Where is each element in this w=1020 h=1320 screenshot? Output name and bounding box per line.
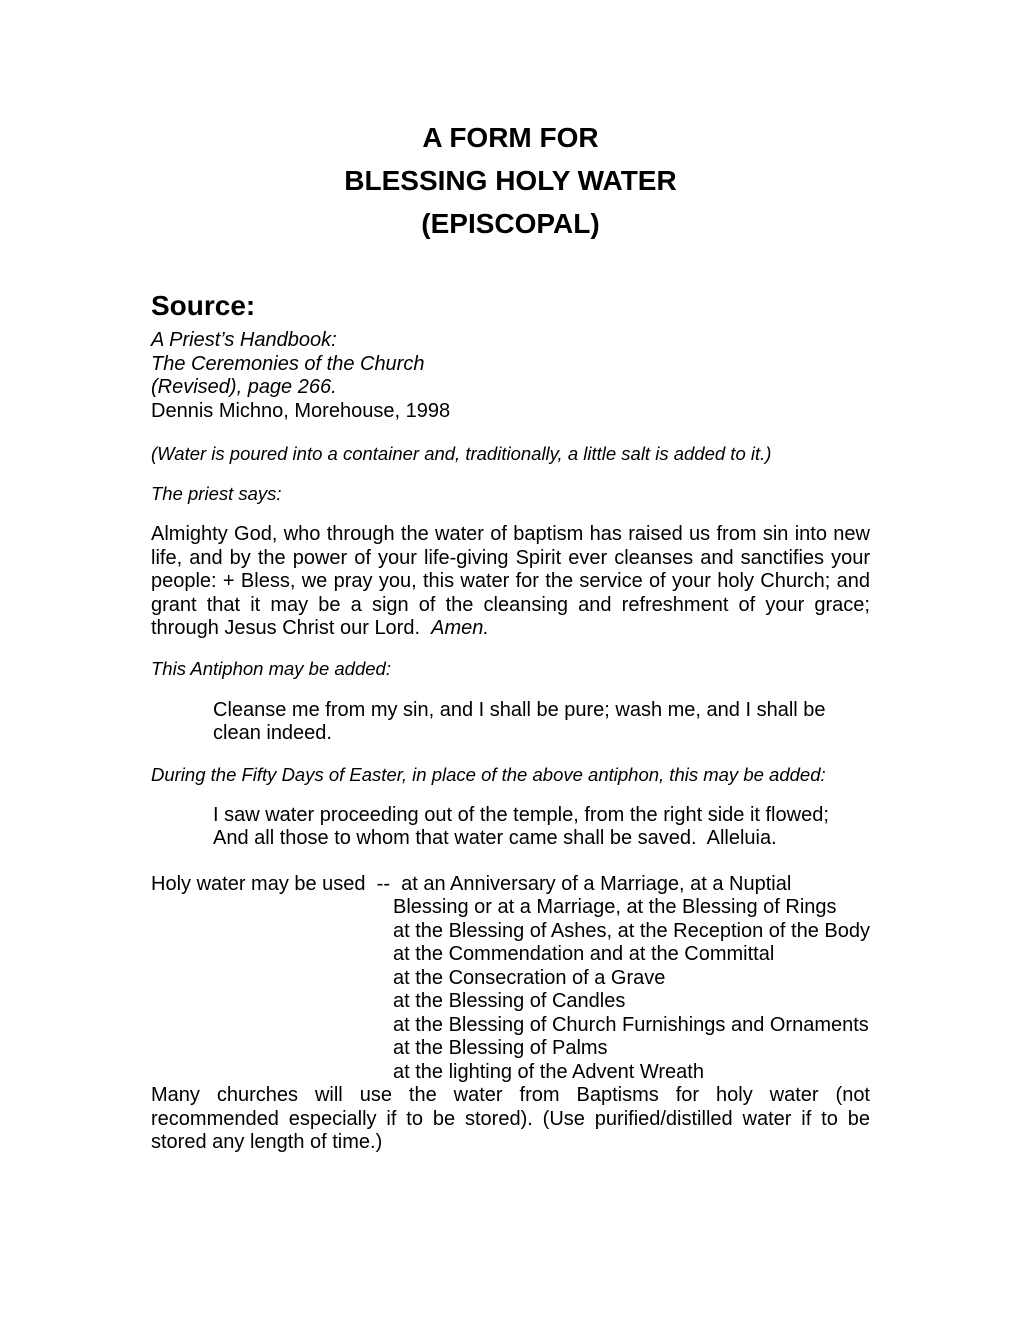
easter-antiphon-text: [213, 804, 870, 851]
blessing-prayer: [151, 523, 870, 641]
source-heading: Source:: [151, 290, 256, 321]
source-work-line-3: (Revised), page 266.: [151, 376, 337, 398]
source-work-line-1: A Priest’s Handbook:: [151, 329, 337, 351]
easter-antiphon-line-2: And all those to whom that water came shall be saved. Alleluia.: [213, 827, 777, 849]
rubric-priest-says: The priest says:: [151, 483, 282, 504]
blessing-prayer-amen: Amen.: [431, 617, 489, 639]
usage-line: at the Blessing of Ashes, at the Reception of the Body: [393, 919, 870, 942]
rubric-antiphon-note: This Antiphon may be added:: [151, 657, 391, 679]
title-line-2: BLESSING HOLY WATER: [344, 165, 677, 196]
document-title: [151, 116, 870, 245]
source-block: [151, 329, 870, 423]
title-line-3: (EPISCOPAL): [421, 208, 600, 239]
usage-line: at the Consecration of a Grave: [393, 966, 666, 989]
usage-line: at the Blessing of Candles: [393, 990, 626, 1012]
closing-paragraph: Many churches will use the water from Baptisms for holy water (not recommended especially if to be stored). (Use purified/distilled water if to be stored any length of time.): [151, 1084, 870, 1153]
antiphon-line-1: Cleanse me from my sin, and I shall be pure; wash me, and I shall be: [213, 698, 826, 721]
blessing-prayer-body: Almighty God, who through the water of baptism has raised us from sin into new life, and by the power of your life-giving Spirit ever cleanses and sanctifies your people: + Bless, we pray you, this water for the service of your holy Church; and grant that it may be a sign of the cleansing and refreshment of your grace; through Jesus Christ our Lord.: [151, 523, 870, 639]
easter-antiphon-line-1: I saw water proceeding out of the temple, from the right side it flowed;: [213, 803, 829, 826]
source-work-line-2: The Ceremonies of the Church: [151, 352, 425, 375]
usage-line: at the Commendation and at the Committal: [393, 943, 775, 965]
title-line-1: A FORM FOR: [422, 122, 599, 153]
antiphon-line-2: clean indeed.: [213, 722, 332, 744]
holy-water-usage-list: [151, 873, 870, 1085]
usage-line: at the Blessing of Church Furnishings and Ornaments: [393, 1013, 869, 1036]
source-credit: Dennis Michno, Morehouse, 1998: [151, 399, 451, 422]
rubric-water-note: (Water is poured into a container and, traditionally, a little salt is added to it.): [151, 443, 772, 464]
usage-first-line: Holy water may be used -- at an Anniversary of a Marriage, at a Nuptial: [151, 872, 792, 895]
usage-line: at the Blessing of Palms: [393, 1037, 608, 1059]
usage-line: Blessing or at a Marriage, at the Blessing of Rings: [393, 896, 837, 918]
usage-line: at the lighting of the Advent Wreath: [393, 1060, 704, 1083]
antiphon-text: [213, 699, 870, 746]
rubric-easter-note: During the Fifty Days of Easter, in place of the above antiphon, this may be added:: [151, 763, 826, 785]
